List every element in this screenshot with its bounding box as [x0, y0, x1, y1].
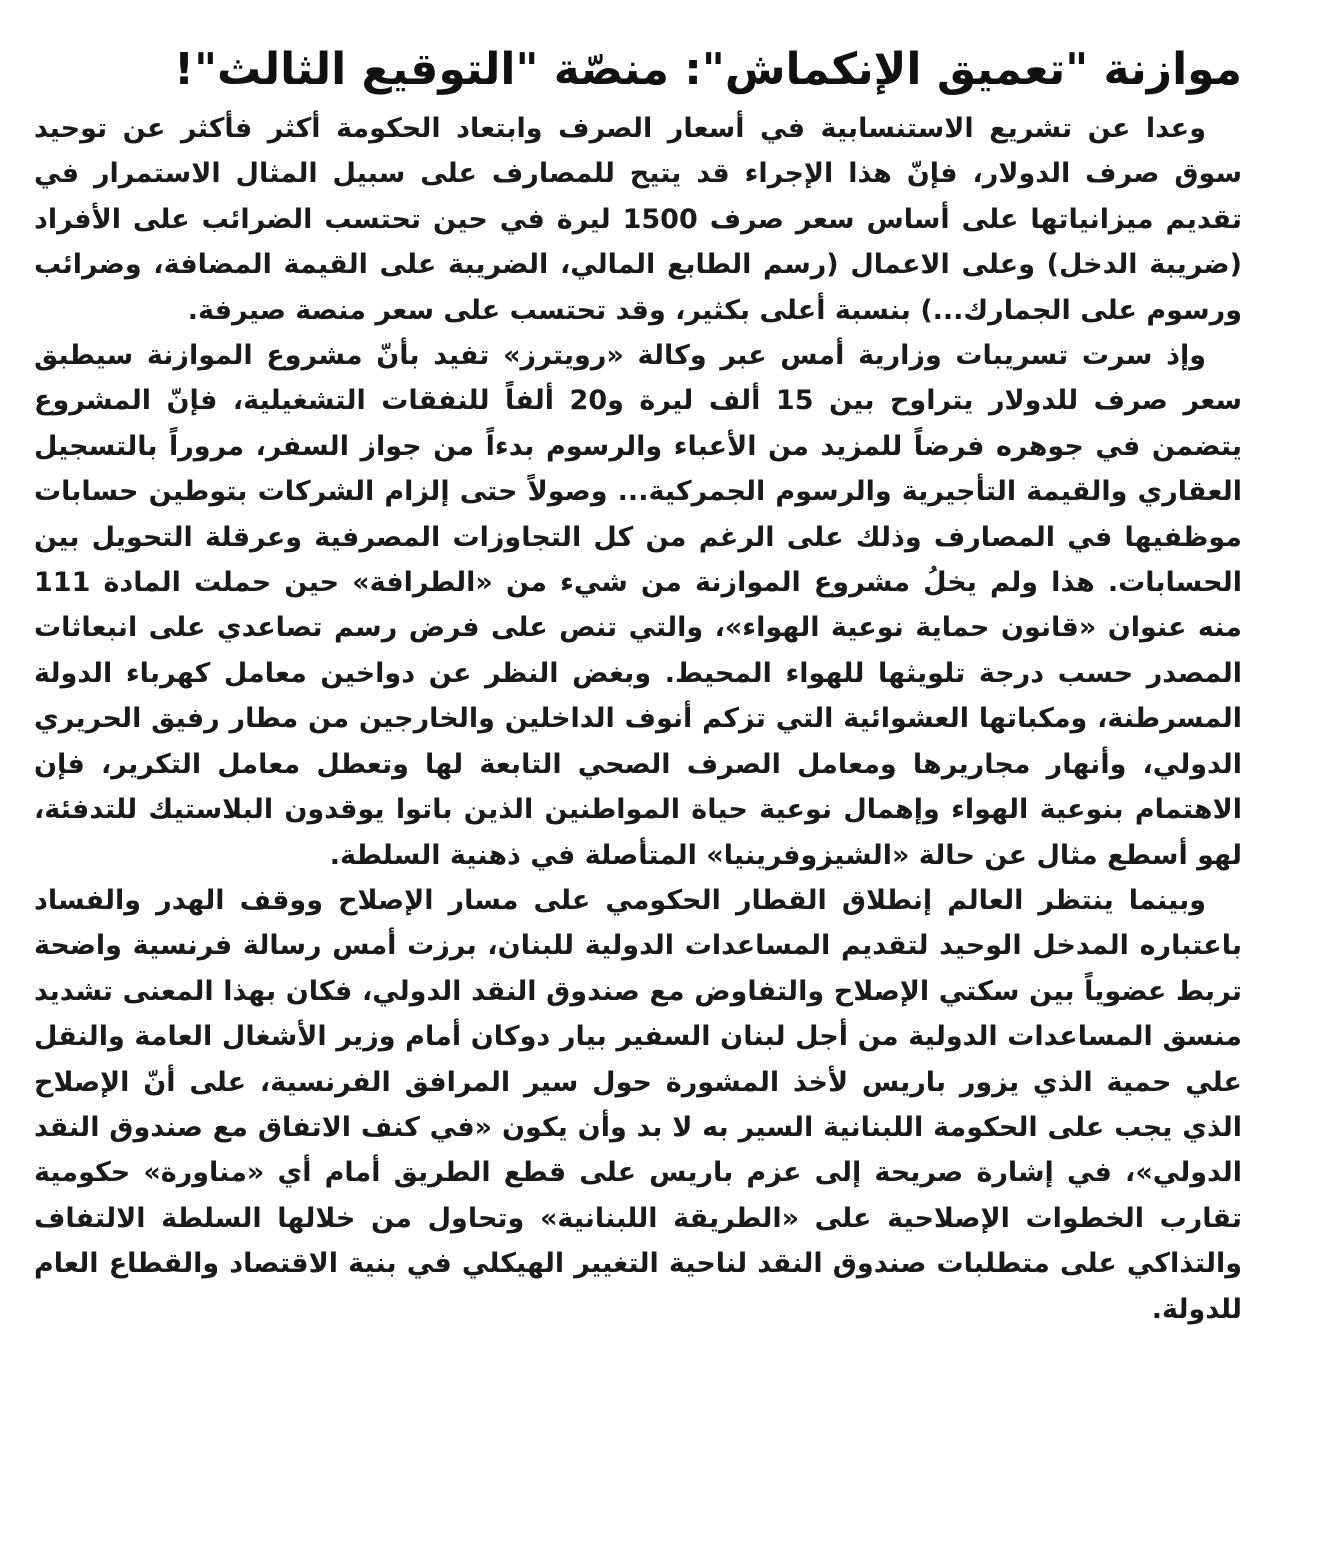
article-paragraph-1: وعدا عن تشريع الاستنسابية في أسعار الصرف وابتعاد الحكومة أكثر فأكثر عن توحيد سوق صرف الدولار، فإنّ هذا الإجراء قد يتيح للمصارف على سبيل المثال الاستمرار في تقديم ميزانياتها على أساس سعر صرف 1500 ليرة في حين تحتسب الضرائب على الأفراد (ضريبة الدخل) وعلى الاعمال (رسم الطابع المالي، الضريبة على القيمة المضافة، وضرائب ورسوم على الجمارك...) بنسبة أعلى بكثير، وقد تحتسب على سعر منصة صيرفة. — [34, 113, 1242, 326]
article-paragraph-3: وبينما ينتظر العالم إنطلاق القطار الحكومي على مسار الإصلاح ووقف الهدر والفساد باعتباره المدخل الوحيد لتقديم المساعدات الدولية للبنان، برزت أمس رسالة فرنسية واضحة تربط عضوياً بين سكتي الإصلاح والتفاوض مع صندوق النقد الدولي، فكان بهذا المعنى تشديد منسق المساعدات الدولية من أجل لبنان السفير بيار دوكان أمام وزير الأشغال العامة والنقل علي حمية الذي يزور باريس لأخذ المشورة حول سير المرافق الفرنسية، على أنّ الإصلاح الذي يجب على الحكومة اللبنانية السير به لا بد وأن يكون «في كنف الاتفاق مع صندوق النقد الدولي»، في إشارة صريحة إلى عزم باريس على قطع الطريق أمام أي «مناورة» حكومية تقارب الخطوات الإصلاحية على «الطريقة اللبنانية» وتحاول من خلالها السلطة الالتفاف والتذاكي على متطلبات صندوق النقد لناحية التغيير الهيكلي في بنية الاقتصاد والقطاع العام للدولة. — [34, 884, 1242, 1325]
article-headline: موازنة "تعميق الإنكماش": منصّة "التوقيع الثالث"! — [174, 44, 1242, 95]
article-paragraph-2: وإذ سرت تسريبات وزارية أمس عبر وكالة «رويترز» تفيد بأنّ مشروع الموازنة سيطبق سعر صرف للدولار يتراوح بين 15 ألف ليرة و20 ألفاً للنفقات التشغيلية، فإنّ المشروع يتضمن في جوهره فرضاً للمزيد من الأعباء والرسوم بدءاً من جواز السفر، مروراً بالتسجيل العقاري والقيمة التأجيرية والرسوم الجمركية... وصولاً حتى إلزام الشركات بتوطين حسابات موظفيها في المصارف وذلك على الرغم من كل التجاوزات المصرفية وعرقلة التحويل بين الحسابات. هذا ولم يخلُ مشروع الموازنة من شيء من «الطرافة» حين حملت المادة 111 منه عنوان «قانون حماية نوعية الهواء»، والتي تنص على فرض رسم تصاعدي على انبعاثات المصدر حسب درجة تلويثها للهواء المحيط. وبغض النظر عن دواخين معامل كهرباء الدولة المسرطنة، ومكباتها العشوائية التي تزكم أنوف الداخلين والخارجين من مطار رفيق الحريري الدولي، وأنهار مجاريرها ومعامل الصرف الصحي التابعة لها وتعطل معامل التكرير، فإن الاهتمام بنوعية الهواء وإهمال نوعية حياة المواطنين الذين باتوا يوقدون البلاستيك للتدفئة، لهو أسطع مثال عن حالة «الشيزوفرينيا» المتأصلة في ذهنية السلطة. — [34, 340, 1242, 871]
article — [34, 40, 1242, 1332]
